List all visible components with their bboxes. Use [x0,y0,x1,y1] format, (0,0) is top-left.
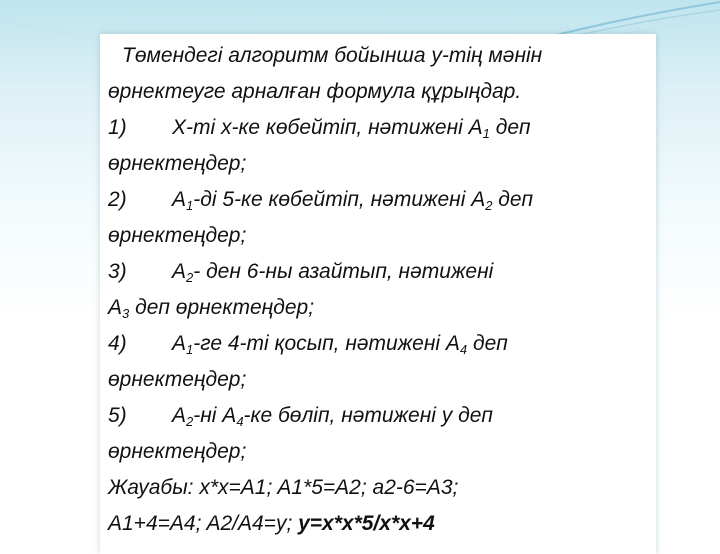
answer-formula: y=x*x*5/x*x+4 [298,512,435,535]
step-3: 3) $A_2-$ ден 6-ны азайтып, нәтижені [108,260,494,285]
answer-line-1: Жауабы: x*x=A1; A1*5=A2; a2-6=A3; [108,476,459,499]
step-5-cont: өрнектеңдер; [108,440,247,463]
step-1: 1) X-ті x-ке көбейтіп, нәтижені $A_1$ деп [108,116,531,141]
intro-line-1: Төмендегі алгоритм бойынша y-тің мәнін [122,44,543,67]
answer-line-2: A1+4=A4; A2/A4=y; y=x*x*5/x*x+4 [108,512,435,535]
intro-line-2: өрнектеуге арналған формула құрыңдар. [108,80,522,103]
step-4: 4) $A_1-ге$ 4-ті қосып, нәтижені $A_4$ деп [108,332,508,357]
task-text [108,38,648,542]
step-5: 5) $A_2-ні$ $A_4-ке$ бөліп, нәтижені y деп [108,404,493,429]
step-3-cont: $A_3$ деп өрнектеңдер; [108,296,315,321]
step-2: 2) $A_1-ді$ 5-ке көбейтіп, нәтижені $A_2$ деп [108,188,534,213]
step-2-cont: өрнектеңдер; [108,224,247,247]
step-1-cont: өрнектеңдер; [108,152,247,175]
step-4-cont: өрнектеңдер; [108,368,247,391]
